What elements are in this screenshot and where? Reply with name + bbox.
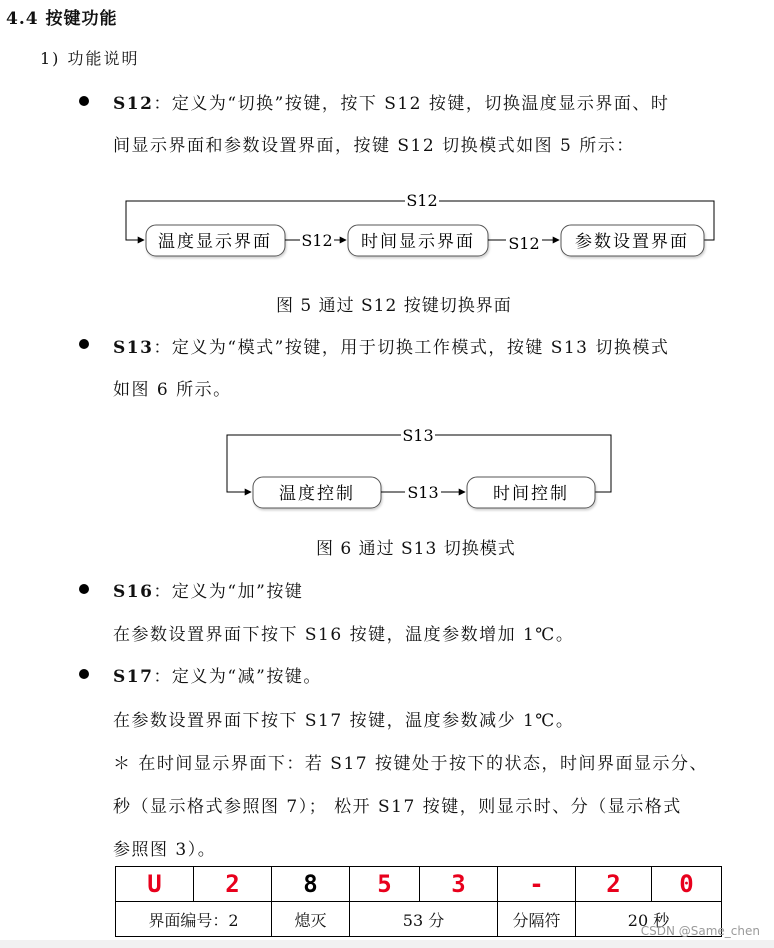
bullet-icon — [79, 96, 89, 106]
fig5-node-param-setting-label: 参数设置界面 — [575, 232, 689, 252]
segment-digit-7: 2 — [576, 867, 652, 902]
s17-note-line1: ＊ 在时间显示界面下：若 S17 按键处于按下的状态，时间界面显示分、 — [113, 754, 708, 774]
segment-display-table — [115, 866, 722, 937]
segment-digit-6: - — [498, 867, 576, 902]
s13-description-line2: 如图 6 所示。 — [113, 380, 232, 400]
fig6-loop-label: S13 — [402, 426, 434, 445]
watermark: CSDN @Same_chen — [640, 924, 760, 938]
bullet-icon — [79, 339, 89, 349]
segment-label-separator: 分隔符 — [498, 902, 576, 937]
section-heading: 4.4 按键功能 — [6, 9, 118, 29]
figure-5-caption: 图 5 通过 S12 按键切换界面 — [276, 296, 512, 316]
fig5-edge-label-1: S12 — [301, 231, 333, 250]
segment-digit-2: 2 — [194, 867, 272, 902]
s13-description-line1: S13：定义为“模式”按键，用于切换工作模式，按键 S13 切换模式 — [113, 338, 670, 358]
s13-key-label: S13 — [113, 338, 154, 358]
segment-digit-3: 8 — [272, 867, 350, 902]
segment-label-off: 熄灭 — [272, 902, 350, 937]
s17-description-line2: 在参数设置界面下按下 S17 按键，温度参数减少 1℃。 — [113, 711, 575, 731]
fig5-node-time-display-label: 时间显示界面 — [361, 232, 475, 252]
fig5-edge-label-2: S12 — [508, 234, 540, 253]
bullet-icon — [79, 669, 89, 679]
segment-digit-5: 3 — [420, 867, 498, 902]
fig5-node-temp-display-label: 温度显示界面 — [158, 232, 272, 252]
s12-description-line1: S12：定义为“切换”按键，按下 S12 按键，切换温度显示界面、时 — [113, 94, 670, 114]
fig6-node-time-control-label: 时间控制 — [493, 484, 569, 504]
figure-6-diagram — [215, 420, 625, 515]
segment-label-minutes: 53 分 — [350, 902, 498, 937]
s16-key-label: S16 — [113, 582, 154, 602]
segment-label-interface-number: 界面编号：2 — [116, 902, 272, 937]
figure-6-caption: 图 6 通过 S13 切换模式 — [316, 539, 516, 559]
s16-description-line2: 在参数设置界面下按下 S16 按键，温度参数增加 1℃。 — [113, 625, 575, 645]
figure-5-diagram — [110, 184, 730, 274]
fig5-loop-label: S12 — [406, 191, 438, 210]
s12-description-line2: 间显示界面和参数设置界面，按键 S12 切换模式如图 5 所示： — [113, 136, 635, 156]
segment-digit-8: 0 — [652, 867, 722, 902]
fig6-edge-label: S13 — [407, 483, 439, 502]
s17-note-line2: 秒（显示格式参照图 7）； 松开 S17 按键，则显示时、分（显示格式 — [113, 797, 682, 817]
fig6-node-temp-control-label: 温度控制 — [279, 484, 355, 504]
segment-digit-4: 5 — [350, 867, 420, 902]
subsection-heading: 1) 功能说明 — [40, 49, 140, 68]
s17-key-label: S17 — [113, 667, 154, 687]
s17-note-line3: 参照图 3）。 — [113, 840, 217, 860]
segment-digit-1: U — [116, 867, 194, 902]
s16-description-line1: S16：定义为“加”按键 — [113, 582, 304, 602]
bullet-icon — [79, 584, 89, 594]
s12-key-label: S12 — [113, 94, 154, 114]
segment-label-seconds: 20 秒 — [576, 902, 722, 937]
bottom-strip — [0, 940, 774, 948]
s17-description-line1: S17：定义为“减”按键。 — [113, 667, 322, 687]
